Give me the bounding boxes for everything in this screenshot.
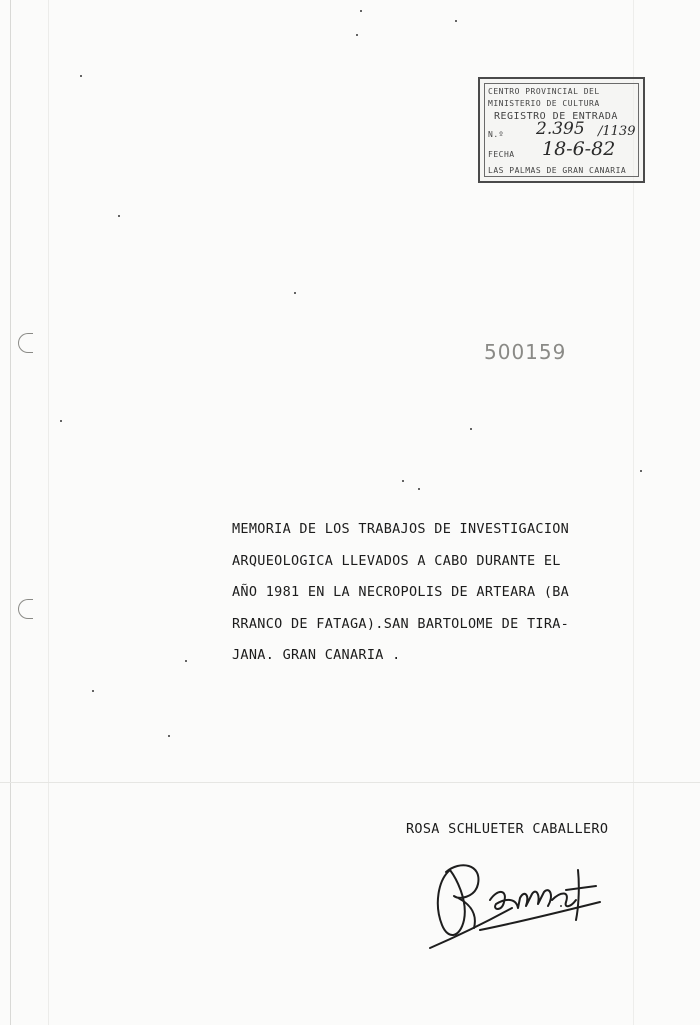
- speck: [118, 215, 120, 217]
- speck: [60, 420, 62, 422]
- speck: [360, 10, 362, 12]
- speck: [356, 34, 358, 36]
- title-line-5: JANA. GRAN CANARIA .: [232, 647, 401, 663]
- page-edge-left: [10, 0, 11, 1025]
- stamp-date-value: 18-6-82: [542, 138, 616, 160]
- speck: [80, 75, 82, 77]
- stamp-line-1: CENTRO PROVINCIAL DEL: [488, 87, 600, 96]
- stamp-place: LAS PALMAS DE GRAN CANARIA: [488, 166, 627, 175]
- signature-stroke: [438, 870, 465, 935]
- document-title: [232, 514, 604, 672]
- fold-line: [0, 782, 700, 783]
- binder-hole-top: [18, 333, 33, 353]
- signature-stroke: [576, 870, 579, 920]
- registry-stamp: [478, 77, 645, 183]
- signature-stroke: [566, 886, 596, 890]
- binder-hole-bottom: [18, 599, 33, 619]
- speck: [418, 488, 420, 490]
- handwritten-signature: [420, 850, 610, 960]
- title-line-2: ARQUEOLOGICA LLEVADOS A CABO DURANTE EL: [232, 552, 561, 569]
- speck: [640, 470, 642, 472]
- title-line-1: MEMORIA DE LOS TRABAJOS DE INVESTIGACION: [232, 521, 570, 537]
- stamp-line-3: REGISTRO DE ENTRADA: [494, 111, 618, 122]
- signature-stroke: [490, 890, 551, 909]
- speck: [168, 735, 170, 737]
- author-name: ROSA SCHLUETER CABALLERO: [406, 821, 609, 837]
- stamp-line-2: MINISTERIO DE CULTURA: [488, 99, 600, 108]
- page-margin-line: [48, 0, 49, 1025]
- signature-stroke: [552, 894, 576, 907]
- speck: [92, 690, 94, 692]
- title-line-3: AÑO 1981 EN LA NECROPOLIS DE ARTEARA (BA: [232, 584, 570, 600]
- speck: [185, 660, 187, 662]
- speck: [402, 480, 404, 482]
- archive-number: 500159: [484, 340, 567, 364]
- speck: [294, 292, 296, 294]
- stamp-number-label: N.º: [488, 130, 504, 139]
- speck: [455, 20, 457, 22]
- stamp-number-suffix: /1139: [598, 124, 636, 139]
- title-line-4: RRANCO DE FATAGA).SAN BARTOLOME DE TIRA-: [232, 615, 570, 632]
- stamp-number-value: 2.395: [536, 119, 585, 139]
- stamp-date-label: FECHA: [488, 150, 515, 159]
- speck: [470, 428, 472, 430]
